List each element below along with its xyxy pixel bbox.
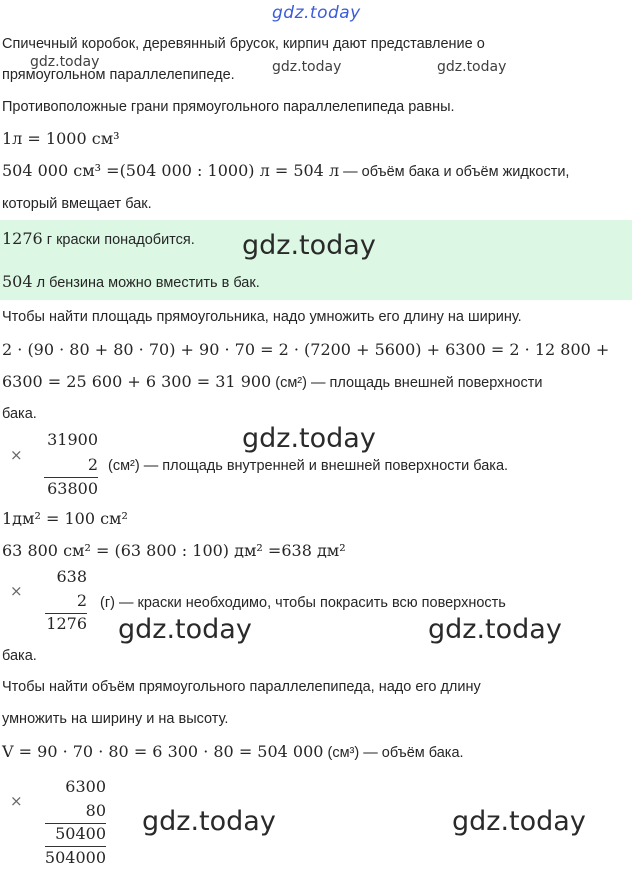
text-line-2: Противоположные грани прямоугольного параллелепипеда равны. (2, 99, 455, 115)
answer-2-number: 504 (2, 272, 33, 291)
multiply-1-rule (44, 477, 98, 478)
answer-1-number: 1276 (2, 229, 43, 248)
watermark-big-1: gdz.today (242, 230, 376, 261)
multiply-2-sign: × (10, 582, 23, 600)
multiply-2-result: 1276 (46, 614, 87, 633)
answer-line-2 (2, 272, 260, 291)
multiply-2-a: 638 (56, 567, 87, 586)
watermark-big-5: gdz.today (142, 806, 276, 837)
answer-1-text: г краски понадобится. (42, 232, 195, 248)
text-line-14: бака. (2, 648, 37, 664)
multiply-1-a: 31900 (47, 430, 98, 449)
watermark-small-1: gdz.today (30, 54, 100, 70)
watermark-big-3: gdz.today (118, 614, 252, 645)
text-line-10-tail: (см²) — площадь внешней поверхности (271, 375, 543, 391)
math-line-4: 504 000 см³ =(504 000 : 1000) л = 504 л (2, 161, 340, 180)
text-line-8: Чтобы найти площадь прямоугольника, надо умножить его длину на ширину. (2, 309, 522, 325)
watermark-small-3: gdz.today (437, 59, 507, 75)
multiply-1-result: 63800 (47, 479, 98, 498)
text-line-1b: прямоугольном параллелепипеде. (2, 67, 235, 83)
math-line-9: 2 · (90 · 80 + 80 · 70) + 90 · 70 = 2 · (7200 + 5600) + 6300 = 2 · 12 800 + (2, 340, 610, 359)
text-line-15: Чтобы найти объём прямоугольного параллелепипеда, надо его длину (2, 679, 481, 695)
text-line-17 (2, 742, 464, 761)
math-line-13: 63 800 см² = (63 800 : 100) дм² =638 дм² (2, 541, 346, 560)
multiply-3-a: 6300 (65, 777, 106, 796)
multiply-3-sign: × (10, 792, 23, 810)
math-line-3: 1л = 1000 см³ (2, 129, 120, 148)
math-line-10: 6300 = 25 600 + 6 300 = 31 900 (2, 372, 272, 391)
watermark-big-6: gdz.today (452, 806, 586, 837)
multiply-3-rule-2 (45, 846, 106, 847)
multiply-3-result: 504000 (44, 848, 106, 867)
multiply-2-b: 2 (76, 591, 87, 610)
text-line-4-tail: — объём бака и объём жидкости, (339, 164, 570, 180)
watermark-big-2: gdz.today (242, 423, 376, 454)
math-line-12: 1дм² = 100 см² (2, 509, 128, 528)
answer-line-1 (2, 229, 195, 248)
watermark-big-4: gdz.today (428, 614, 562, 645)
text-line-5: который вмещает бак. (2, 196, 152, 212)
text-line-10 (2, 372, 542, 391)
answer-2-text: л бензина можно вместить в бак. (32, 275, 260, 291)
multiply-3-b: 80 (85, 801, 106, 820)
text-line-4 (2, 161, 569, 180)
multiply-2-caption: (г) — краски необходимо, чтобы покрасить всю поверхность (100, 595, 506, 611)
multiply-3-partial: 50400 (55, 824, 106, 843)
text-line-16: умножить на ширину и на высоту. (2, 711, 229, 727)
text-line-17-tail: (см³) — объём бака. (323, 745, 464, 761)
multiply-1-b: 2 (87, 455, 98, 474)
multiply-1-sign: × (10, 446, 23, 464)
text-line-1a: Спичечный коробок, деревянный брусок, кирпич дают представление о (2, 36, 485, 52)
multiply-1-caption: (см²) — площадь внутренней и внешней поверхности бака. (108, 458, 509, 474)
math-line-17: V = 90 · 70 · 80 = 6 300 · 80 = 504 000 (2, 742, 324, 761)
text-line-11: бака. (2, 406, 37, 422)
watermark-top: gdz.today (272, 3, 361, 23)
watermark-small-2: gdz.today (272, 59, 342, 75)
